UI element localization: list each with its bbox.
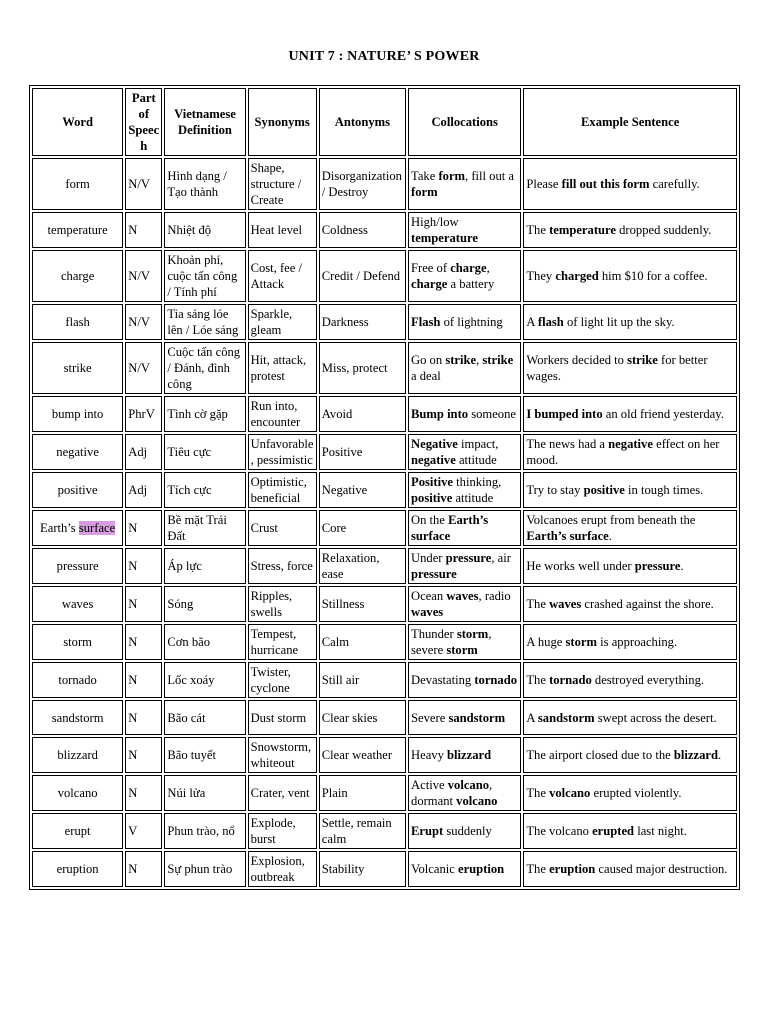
bold-text: storm bbox=[565, 635, 597, 649]
vietnamese-definition-cell: Hình dạng / Tạo thành bbox=[164, 158, 245, 210]
word-text: pressure bbox=[56, 559, 99, 573]
text: Go on bbox=[411, 353, 446, 367]
text: . bbox=[608, 529, 612, 543]
text: for better wages. bbox=[526, 353, 708, 383]
word-text: eruption bbox=[56, 862, 99, 876]
table-row bbox=[32, 624, 737, 660]
example-sentence-cell bbox=[523, 813, 737, 849]
vietnamese-definition-cell: Tia sáng lóe lên / Lóe sáng bbox=[164, 304, 245, 340]
word-text: flash bbox=[65, 315, 90, 329]
text: him $10 for a coffee. bbox=[598, 269, 708, 283]
table-body bbox=[32, 158, 737, 887]
text: , fill out a bbox=[465, 169, 515, 183]
bold-text: blizzard bbox=[447, 748, 492, 762]
text: , severe bbox=[411, 627, 492, 657]
word-cell bbox=[32, 304, 123, 340]
text: Active bbox=[411, 778, 448, 792]
text: The news had a bbox=[526, 437, 609, 451]
table-row bbox=[32, 586, 737, 622]
bold-text: waves bbox=[549, 597, 582, 611]
antonyms-cell: Core bbox=[319, 510, 406, 546]
bold-text: sandstorm bbox=[537, 710, 595, 725]
synonyms-cell: Ripples, swells bbox=[248, 586, 317, 622]
vietnamese-definition-cell: Khoản phí, cuộc tấn công / Tính phí bbox=[164, 250, 245, 302]
text: A bbox=[526, 710, 538, 725]
table-row bbox=[32, 510, 737, 546]
text: The bbox=[526, 786, 550, 800]
example-sentence-cell bbox=[523, 304, 737, 340]
antonyms-cell: Negative bbox=[319, 472, 406, 508]
synonyms-cell: Crust bbox=[248, 510, 317, 546]
word-text: storm bbox=[63, 635, 92, 649]
vietnamese-definition-cell: Sóng bbox=[164, 586, 245, 622]
part-of-speech-cell: N bbox=[125, 586, 162, 622]
text: impact, bbox=[457, 437, 499, 451]
table-row bbox=[32, 212, 737, 248]
table-row bbox=[32, 548, 737, 584]
text: He works well under bbox=[526, 559, 635, 573]
bold-text: pressure bbox=[411, 567, 457, 581]
text: effect on her mood. bbox=[526, 437, 720, 467]
bold-text: storm bbox=[456, 627, 489, 641]
word-text: waves bbox=[61, 597, 94, 611]
word-cell bbox=[32, 813, 123, 849]
bold-text: erupted bbox=[592, 824, 635, 838]
text: swept across the desert. bbox=[594, 710, 717, 725]
table-row bbox=[32, 472, 737, 508]
text: Try to stay bbox=[526, 483, 584, 497]
antonyms-cell: Clear weather bbox=[319, 737, 406, 773]
header-synonyms: Synonyms bbox=[248, 88, 317, 156]
text: A bbox=[526, 315, 538, 329]
antonyms-cell: Disorganization / Destroy bbox=[319, 158, 406, 210]
bold-text: positive bbox=[583, 483, 625, 497]
text: Workers decided to bbox=[526, 353, 628, 367]
part-of-speech-cell: N bbox=[125, 737, 162, 773]
text: someone bbox=[468, 407, 516, 421]
collocations-cell bbox=[408, 775, 521, 811]
word-text: form bbox=[65, 177, 90, 191]
text: attitude bbox=[452, 491, 494, 505]
text: is approaching. bbox=[597, 635, 678, 649]
bold-text: strike bbox=[627, 353, 658, 367]
word-text: positive bbox=[57, 483, 98, 497]
page-title: UNIT 7 : NATURE’ S POWER bbox=[288, 49, 480, 64]
table-row bbox=[32, 304, 737, 340]
synonyms-cell: Hit, attack, protest bbox=[248, 342, 317, 394]
vietnamese-definition-cell: Núi lửa bbox=[164, 775, 245, 811]
example-sentence-cell bbox=[523, 472, 737, 508]
part-of-speech-cell: N bbox=[125, 662, 162, 698]
text: last night. bbox=[634, 824, 687, 838]
text: Heavy bbox=[411, 748, 448, 762]
synonyms-cell: Sparkle, gleam bbox=[248, 304, 317, 340]
vietnamese-definition-cell: Sự phun trào bbox=[164, 851, 245, 887]
antonyms-cell: Plain bbox=[319, 775, 406, 811]
word-text: blizzard bbox=[57, 748, 98, 762]
bold-text: charge bbox=[450, 261, 487, 275]
text: A huge bbox=[526, 635, 566, 649]
part-of-speech-cell: V bbox=[125, 813, 162, 849]
table-row bbox=[32, 342, 737, 394]
text: erupted violently. bbox=[590, 786, 682, 800]
word-text: erupt bbox=[64, 824, 91, 838]
bold-text: Flash bbox=[411, 315, 441, 329]
synonyms-cell: Optimistic, beneficial bbox=[248, 472, 317, 508]
text: dropped suddenly. bbox=[615, 223, 712, 237]
antonyms-cell: Positive bbox=[319, 434, 406, 470]
highlighted-text: surface bbox=[78, 521, 116, 535]
antonyms-cell: Calm bbox=[319, 624, 406, 660]
part-of-speech-cell: Adj bbox=[125, 472, 162, 508]
example-sentence-cell bbox=[523, 434, 737, 470]
text: , radio bbox=[478, 589, 511, 603]
text: Take bbox=[411, 169, 439, 183]
synonyms-cell: Run into, encounter bbox=[248, 396, 317, 432]
text: , bbox=[486, 261, 490, 275]
vietnamese-definition-cell: Cơn bão bbox=[164, 624, 245, 660]
collocations-cell bbox=[408, 624, 521, 660]
text: of lightning bbox=[440, 315, 503, 329]
text: , air bbox=[491, 551, 511, 565]
table-row bbox=[32, 775, 737, 811]
text: of light lit up the sky. bbox=[563, 315, 675, 329]
example-sentence-cell bbox=[523, 700, 737, 735]
antonyms-cell: Coldness bbox=[319, 212, 406, 248]
synonyms-cell: Explode, burst bbox=[248, 813, 317, 849]
example-sentence-cell bbox=[523, 342, 737, 394]
part-of-speech-cell: N/V bbox=[125, 158, 162, 210]
header-collocations: Collocations bbox=[408, 88, 521, 156]
text: Volcanoes erupt from beneath the bbox=[526, 513, 696, 527]
header-example-sentence: Example Sentence bbox=[523, 88, 737, 156]
text: , dormant bbox=[411, 778, 493, 808]
bold-text: temperature bbox=[411, 231, 478, 245]
word-cell bbox=[32, 737, 123, 773]
bold-text: flash bbox=[537, 315, 564, 329]
vietnamese-definition-cell: Phun trào, nổ bbox=[164, 813, 245, 849]
vietnamese-definition-cell: Nhiệt độ bbox=[164, 212, 245, 248]
text: carefully. bbox=[649, 177, 700, 191]
text: Severe bbox=[411, 710, 449, 725]
word-text: Earth’s bbox=[40, 521, 79, 535]
synonyms-cell: Heat level bbox=[248, 212, 317, 248]
bold-text: negative bbox=[411, 453, 456, 467]
text: Thunder bbox=[411, 627, 457, 641]
table-row bbox=[32, 813, 737, 849]
bold-text: form bbox=[438, 169, 466, 183]
word-cell bbox=[32, 586, 123, 622]
synonyms-cell: Cost, fee / Attack bbox=[248, 250, 317, 302]
word-text: negative bbox=[56, 445, 99, 459]
collocations-cell bbox=[408, 342, 521, 394]
synonyms-cell: Crater, vent bbox=[248, 775, 317, 811]
vietnamese-definition-cell: Lốc xoáy bbox=[164, 662, 245, 698]
bold-text: blizzard bbox=[673, 748, 718, 762]
text: High/low bbox=[411, 215, 459, 229]
table-row bbox=[32, 700, 737, 735]
bold-text: fill out this form bbox=[561, 177, 650, 191]
bold-text: sandstorm bbox=[448, 710, 506, 725]
synonyms-cell: Tempest, hurricane bbox=[248, 624, 317, 660]
synonyms-cell: Twister, cyclone bbox=[248, 662, 317, 698]
antonyms-cell: Relaxation, ease bbox=[319, 548, 406, 584]
collocations-cell bbox=[408, 304, 521, 340]
example-sentence-cell bbox=[523, 586, 737, 622]
word-cell bbox=[32, 851, 123, 887]
word-cell bbox=[32, 775, 123, 811]
example-sentence-cell bbox=[523, 510, 737, 546]
part-of-speech-cell: N/V bbox=[125, 342, 162, 394]
synonyms-cell: Unfavorable, pessimistic bbox=[248, 434, 317, 470]
text: The bbox=[526, 862, 550, 876]
part-of-speech-cell: Adj bbox=[125, 434, 162, 470]
part-of-speech-cell: N bbox=[125, 851, 162, 887]
text: The bbox=[526, 597, 550, 611]
text: Ocean bbox=[411, 589, 447, 603]
word-text: bump into bbox=[51, 407, 104, 421]
example-sentence-cell bbox=[523, 624, 737, 660]
text: Volcanic bbox=[411, 862, 458, 876]
text: The volcano bbox=[526, 824, 593, 838]
bold-text: eruption bbox=[458, 862, 505, 876]
text: The bbox=[526, 223, 550, 237]
word-cell bbox=[32, 396, 123, 432]
part-of-speech-cell: N bbox=[125, 624, 162, 660]
table-row bbox=[32, 158, 737, 210]
bold-text: storm bbox=[446, 643, 478, 657]
example-sentence-cell bbox=[523, 737, 737, 773]
text: The airport closed due to the bbox=[526, 748, 674, 762]
example-sentence-cell bbox=[523, 775, 737, 811]
antonyms-cell: Miss, protect bbox=[319, 342, 406, 394]
bold-text: strike bbox=[445, 353, 477, 367]
example-sentence-cell bbox=[523, 250, 737, 302]
text: The bbox=[526, 673, 550, 687]
vietnamese-definition-cell: Tiêu cực bbox=[164, 434, 245, 470]
antonyms-cell: Stability bbox=[319, 851, 406, 887]
word-cell bbox=[32, 212, 123, 248]
antonyms-cell: Darkness bbox=[319, 304, 406, 340]
text: Free of bbox=[411, 261, 451, 275]
text: suddenly bbox=[443, 824, 492, 838]
bold-text: Bump into bbox=[411, 407, 469, 421]
bold-text: I bumped into bbox=[526, 407, 603, 421]
word-cell bbox=[32, 662, 123, 698]
table-row bbox=[32, 851, 737, 887]
text: a deal bbox=[411, 369, 441, 383]
text: , bbox=[476, 353, 483, 367]
text: destroyed everything. bbox=[591, 673, 705, 687]
collocations-cell bbox=[408, 700, 521, 735]
part-of-speech-cell: N/V bbox=[125, 304, 162, 340]
example-sentence-cell bbox=[523, 212, 737, 248]
text: They bbox=[526, 269, 556, 283]
bold-text: waves bbox=[446, 589, 479, 603]
collocations-cell bbox=[408, 434, 521, 470]
synonyms-cell: Stress, force bbox=[248, 548, 317, 584]
bold-text: Erupt bbox=[411, 824, 444, 838]
bold-text: charged bbox=[555, 269, 599, 283]
word-cell bbox=[32, 510, 123, 546]
collocations-cell bbox=[408, 472, 521, 508]
table-row bbox=[32, 662, 737, 698]
header-antonyms: Antonyms bbox=[319, 88, 406, 156]
bold-text: Positive bbox=[411, 475, 453, 489]
bold-text: pressure bbox=[634, 559, 681, 573]
word-text: sandstorm bbox=[51, 710, 104, 725]
collocations-cell bbox=[408, 586, 521, 622]
table-row bbox=[32, 737, 737, 773]
collocations-cell bbox=[408, 851, 521, 887]
bold-text: tornado bbox=[549, 673, 592, 687]
bold-text: Earth’s surface bbox=[526, 529, 609, 543]
word-cell bbox=[32, 472, 123, 508]
word-cell bbox=[32, 158, 123, 210]
word-text: tornado bbox=[58, 673, 97, 687]
collocations-cell bbox=[408, 813, 521, 849]
part-of-speech-cell: N bbox=[125, 700, 162, 735]
collocations-cell bbox=[408, 662, 521, 698]
header-vietnamese-definition: Vietnamese Definition bbox=[164, 88, 245, 156]
word-cell bbox=[32, 624, 123, 660]
text: in tough times. bbox=[624, 483, 704, 497]
example-sentence-cell bbox=[523, 396, 737, 432]
text: . bbox=[680, 559, 684, 573]
bold-text: negative bbox=[608, 437, 653, 451]
bold-text: form bbox=[411, 185, 438, 199]
bold-text: volcano bbox=[549, 786, 591, 800]
collocations-cell bbox=[408, 212, 521, 248]
bold-text: charge bbox=[411, 277, 448, 291]
word-text: volcano bbox=[57, 786, 98, 800]
bold-text: eruption bbox=[549, 862, 596, 876]
word-cell bbox=[32, 548, 123, 584]
bold-text: strike bbox=[482, 353, 514, 367]
bold-text: pressure bbox=[445, 551, 492, 565]
antonyms-cell: Stillness bbox=[319, 586, 406, 622]
bold-text: temperature bbox=[549, 223, 616, 237]
text: an old friend yesterday. bbox=[602, 407, 724, 421]
part-of-speech-cell: N bbox=[125, 548, 162, 584]
vietnamese-definition-cell: Tích cực bbox=[164, 472, 245, 508]
word-text: charge bbox=[60, 269, 95, 283]
bold-text: tornado bbox=[474, 673, 518, 687]
word-cell bbox=[32, 434, 123, 470]
part-of-speech-cell: N bbox=[125, 212, 162, 248]
text: . bbox=[717, 748, 722, 762]
table-row bbox=[32, 434, 737, 470]
vietnamese-definition-cell: Áp lực bbox=[164, 548, 245, 584]
collocations-cell bbox=[408, 737, 521, 773]
example-sentence-cell bbox=[523, 662, 737, 698]
antonyms-cell: Settle, remain calm bbox=[319, 813, 406, 849]
text: Devastating bbox=[411, 673, 475, 687]
table-row bbox=[32, 250, 737, 302]
bold-text: positive bbox=[411, 491, 453, 505]
text: thinking, bbox=[453, 475, 502, 489]
header-part-of-speech: Part of Speech bbox=[125, 88, 162, 156]
word-text: temperature bbox=[47, 223, 108, 237]
synonyms-cell: Snowstorm, whiteout bbox=[248, 737, 317, 773]
antonyms-cell: Still air bbox=[319, 662, 406, 698]
text: a battery bbox=[447, 277, 495, 291]
word-cell bbox=[32, 250, 123, 302]
text: crashed against the shore. bbox=[581, 597, 714, 611]
text: attitude bbox=[455, 453, 497, 467]
collocations-cell bbox=[408, 396, 521, 432]
word-cell bbox=[32, 342, 123, 394]
antonyms-cell: Avoid bbox=[319, 396, 406, 432]
table-header-row bbox=[32, 88, 737, 156]
antonyms-cell: Credit / Defend bbox=[319, 250, 406, 302]
bold-text: Earth’s surface bbox=[411, 513, 489, 543]
word-cell bbox=[32, 700, 123, 735]
antonyms-cell: Clear skies bbox=[319, 700, 406, 735]
example-sentence-cell bbox=[523, 851, 737, 887]
table-row bbox=[32, 396, 737, 432]
text: Please bbox=[526, 177, 562, 191]
example-sentence-cell bbox=[523, 158, 737, 210]
text: Under bbox=[411, 551, 446, 565]
bold-text: Negative bbox=[411, 437, 458, 451]
text: On the bbox=[411, 513, 449, 527]
collocations-cell bbox=[408, 548, 521, 584]
part-of-speech-cell: N bbox=[125, 510, 162, 546]
header-word: Word bbox=[32, 88, 123, 156]
synonyms-cell: Dust storm bbox=[248, 700, 317, 735]
vietnamese-definition-cell: Cuộc tấn công / Đánh, đình công bbox=[164, 342, 245, 394]
vietnamese-definition-cell: Bề mặt Trái Đất bbox=[164, 510, 245, 546]
collocations-cell bbox=[408, 158, 521, 210]
collocations-cell bbox=[408, 510, 521, 546]
example-sentence-cell bbox=[523, 548, 737, 584]
vietnamese-definition-cell: Tình cờ gặp bbox=[164, 396, 245, 432]
synonyms-cell: Explosion, outbreak bbox=[248, 851, 317, 887]
part-of-speech-cell: N bbox=[125, 775, 162, 811]
vietnamese-definition-cell: Bão cát bbox=[164, 700, 245, 735]
vietnamese-definition-cell: Bão tuyết bbox=[164, 737, 245, 773]
bold-text: volcano bbox=[456, 794, 498, 808]
part-of-speech-cell: N/V bbox=[125, 250, 162, 302]
collocations-cell bbox=[408, 250, 521, 302]
part-of-speech-cell: PhrV bbox=[125, 396, 162, 432]
vocabulary-table bbox=[29, 85, 740, 890]
synonyms-cell: Shape, structure / Create bbox=[248, 158, 317, 210]
bold-text: waves bbox=[411, 605, 444, 619]
word-text: strike bbox=[63, 361, 92, 375]
bold-text: volcano bbox=[447, 778, 490, 792]
text: caused major destruction. bbox=[595, 862, 728, 876]
